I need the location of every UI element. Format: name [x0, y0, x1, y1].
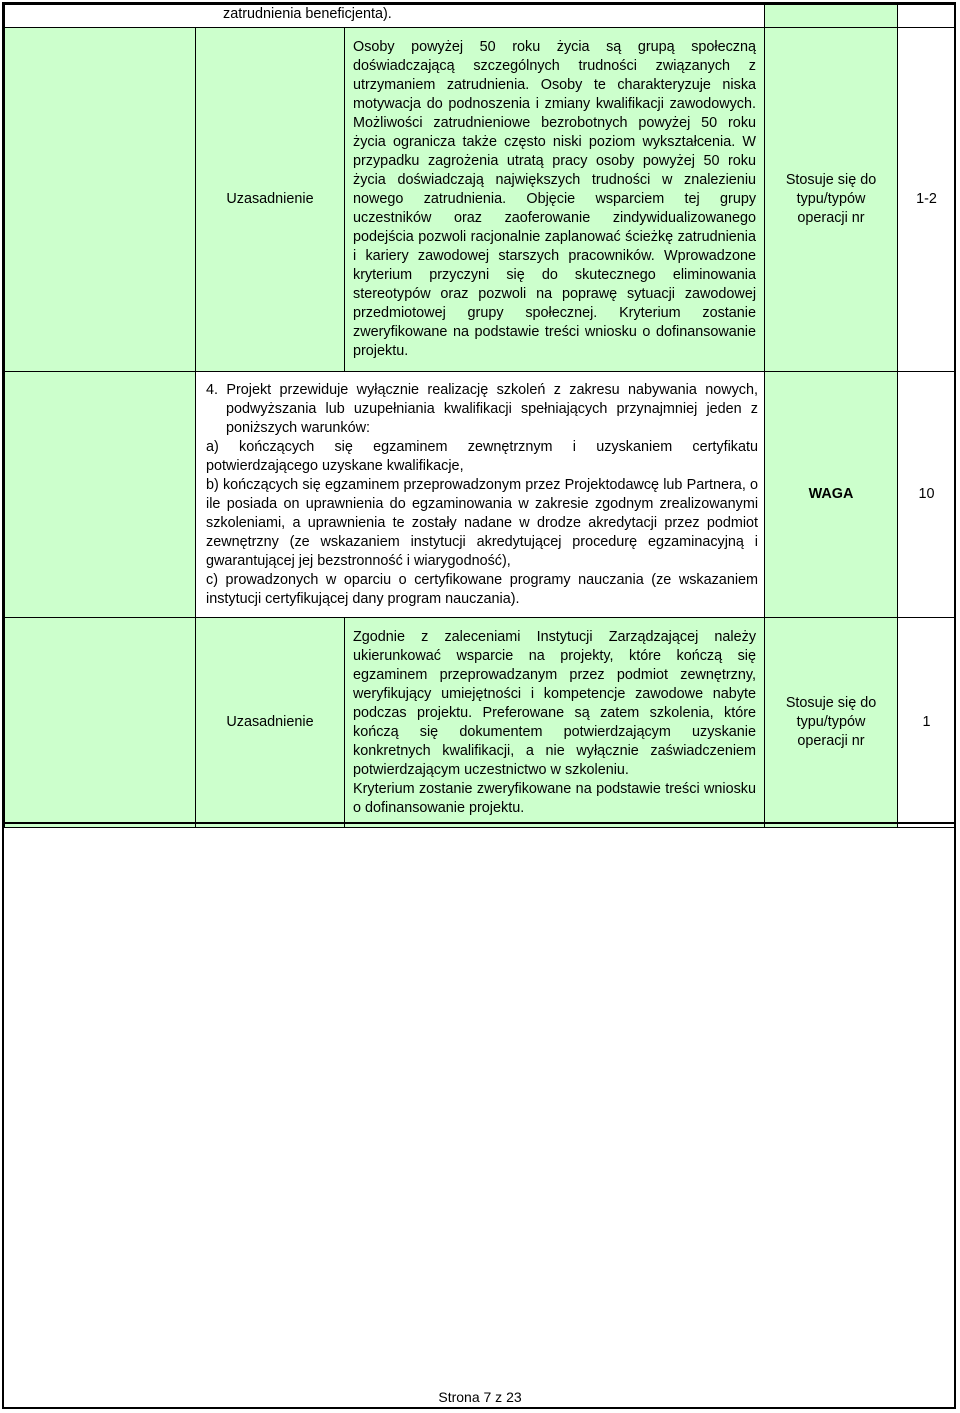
number-cell-empty [898, 5, 956, 28]
uzasadnienie-text [345, 618, 765, 828]
left-green-cell [5, 28, 196, 372]
uzasadnienie-paragraph-2: Kryterium zostanie zweryfikowane na podstawie treści wniosku o dofinansowanie projektu. [353, 780, 757, 816]
waga-label: WAGA [765, 372, 898, 618]
applies-to-operations: Stosuje się do typu/typów operacji nr [765, 28, 898, 372]
table-bottom-rule [4, 822, 955, 824]
criteria-table [4, 4, 956, 828]
waga-value: 10 [898, 372, 956, 618]
continued-text: zatrudnienia beneficjenta). [5, 5, 765, 28]
uzasadnienie-label: Uzasadnienie [196, 28, 345, 372]
operation-number: 1-2 [898, 28, 956, 372]
criterion-option-a: a) kończących się egzaminem zewnętrznym i uzyskaniem certyfikatu potwierdzającego uzyskane kwalifikacje, [206, 438, 759, 474]
page-number: Strona 7 z 23 [438, 1389, 522, 1405]
table-row-continued [5, 5, 956, 28]
uzasadnienie-label: Uzasadnienie [196, 618, 345, 828]
table-row-uzasadnienie-1 [5, 28, 956, 372]
table-row-criterion-4 [5, 372, 956, 618]
operation-number: 1 [898, 618, 956, 828]
table-row-uzasadnienie-2 [5, 618, 956, 828]
applies-cell-empty [765, 5, 898, 28]
applies-to-operations: Stosuje się do typu/typów operacji nr [765, 618, 898, 828]
criterion-intro: 4. Projekt przewiduje wyłącznie realizację szkoleń z zakresu nabywania nowych, podwyższania lub uzupełniania kwalifikacji spełniających przynajmniej jeden z poniższych warunków: [206, 381, 759, 436]
uzasadnienie-text: Osoby powyżej 50 roku życia są grupą społeczną doświadczającą szczególnych trudności związanych z utrzymaniem zatrudnienia. Osoby te charakteryzuje niska motywacja do podnoszenia i zmiany kwalifikacji zawodowych. Możliwości zatrudnieniowe bezrobotnych powyżej 50 roku życia ogranicza także często niski poziom wykształcenia. W przypadku zagrożenia utratą pracy osoby powyżej 50 roku życia doświadczają największych trudności w znalezieniu nowego zatrudnienia. Objęcie wsparciem tej grupy uczestników oraz zaoferowanie zindywidualizowanego podejścia pozwoli racjonalnie zaplanować ścieżkę zatrudnienia i kariery zawodowej starszych pracowników. Wprowadzone kryterium przyczyni się do skutecznego eliminowania stereotypów oraz pozwoli na poprawę sytuacji zawodowej przedmiotowej grupy społecznej. Kryterium zostanie zweryfikowane na podstawie treści wniosku o dofinansowanie projektu. [345, 28, 765, 372]
criterion-4-text [196, 372, 765, 618]
uzasadnienie-paragraph-1: Zgodnie z zaleceniami Instytucji Zarządzającej należy ukierunkować wsparcie na projekty, które kończą się egzaminem przeprowadzanym przez podmiot zewnętrzny, weryfikujący umiejętności i kompetencje zawodowe nabyte podczas projektu. Preferowane są zatem szkolenia, które kończą się dokumentem potwierdzającym uzyskanie konkretnych kwalifikacji, a nie wyłącznie zaświadczeniem potwierdzającym uczestnictwo w szkoleniu. [353, 628, 757, 778]
criterion-option-c: c) prowadzonych w oparciu o certyfikowane programy nauczania (ze wskazaniem instytucji certyfikującej dany program nauczania). [206, 571, 759, 607]
criterion-option-b: b) kończących się egzaminem przeprowadzonym przez Projektodawcę lub Partnera, o ile posiada on uprawnienia do egzaminowania w zakresie zgodnym zrealizowanymi szkoleniami, a uprawnienia te zostały nadane w drodze akredytacji przez podmiot zewnętrzny (ze wskazaniem instytucji akredytującej procedurę egzaminacyjną i gwarantującej jej bezstronność i wiarygodność), [206, 476, 759, 569]
left-green-cell [5, 372, 196, 618]
left-green-cell [5, 618, 196, 828]
